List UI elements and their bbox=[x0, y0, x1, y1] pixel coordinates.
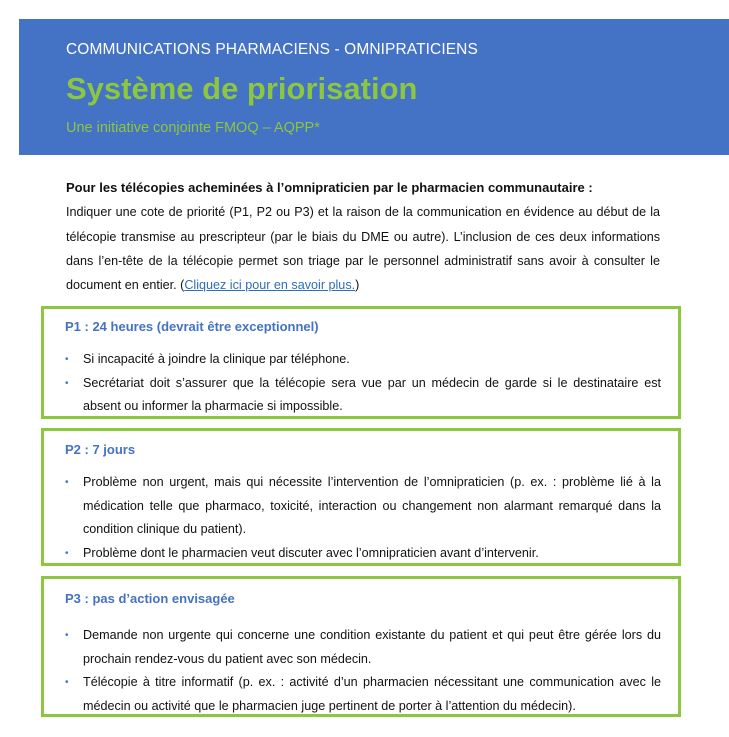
bullet-icon: • bbox=[65, 477, 69, 488]
priority-title-p1: P1 : 24 heures (devrait être exceptionnel) bbox=[65, 319, 319, 334]
page-title: Système de priorisation bbox=[66, 71, 418, 106]
intro-body-text: Indiquer une cote de priorité (P1, P2 ou P3) et la raison de la communication en évidence au début de la télécopie transmise au prescripteur (par le biais du DME ou autre). L’inclusion de ces deux informations dans l’en-tête de la télécopie permet son triage par le personnel administratif sans avoir à consulter le document en entier. ( bbox=[66, 205, 660, 293]
intro-section bbox=[66, 176, 660, 297]
list-item bbox=[65, 471, 661, 542]
priority-title-p2: P2 : 7 jours bbox=[65, 442, 136, 457]
list-item bbox=[65, 671, 661, 718]
intro-heading: Pour les télécopies acheminées à l’omnipraticien par le pharmacien communautaire : bbox=[66, 180, 593, 195]
priority-list-p3 bbox=[65, 624, 661, 718]
intro-paragraph bbox=[66, 200, 660, 297]
priority-title-p3: P3 : pas d’action envisagée bbox=[65, 591, 235, 606]
list-item-text: Problème non urgent, mais qui nécessite l’intervention de l’omnipraticien (p. ex. : problème lié à la médication telle que pharmaco, toxicité, interaction ou changement non alarmant remarqué dans la condition clinique du patient). bbox=[83, 475, 661, 536]
learn-more-link[interactable]: Cliquez ici pour en savoir plus. bbox=[184, 278, 356, 293]
list-item-text: Demande non urgente qui concerne une condition existante du patient et qui peut être gérée lors du prochain rendez-vous du patient avec son médecin. bbox=[83, 628, 661, 666]
bullet-icon: • bbox=[65, 630, 69, 641]
list-item bbox=[65, 624, 661, 671]
list-item-text: Télécopie à titre informatif (p. ex. : activité d’un pharmacien nécessitant une communication avec le médecin ou activité que le pharmacien juge pertinent de porter à l’attention du médecin). bbox=[83, 675, 661, 713]
priority-list-p2 bbox=[65, 471, 661, 565]
header-subtitle: Une initiative conjointe FMOQ – AQPP* bbox=[66, 120, 320, 136]
bullet-icon: • bbox=[65, 377, 69, 389]
list-item-text: Si incapacité à joindre la clinique par téléphone. bbox=[83, 352, 350, 366]
list-item bbox=[65, 372, 661, 419]
priority-box-p2 bbox=[41, 428, 681, 566]
priority-box-p3 bbox=[41, 576, 681, 717]
list-item-text: Problème dont le pharmacien veut discuter avec l’omnipraticien avant d’intervenir. bbox=[83, 545, 539, 560]
bullet-icon: • bbox=[65, 547, 69, 559]
bullet-icon: • bbox=[65, 677, 69, 688]
header-banner bbox=[19, 19, 729, 155]
list-item-text: Secrétariat doit s’assurer que la télécopie sera vue par un médecin de garde si le destinataire est absent ou informer la pharmacie si impossible. bbox=[83, 375, 661, 413]
priority-list-p1 bbox=[65, 348, 661, 419]
priority-box-p1 bbox=[41, 306, 681, 419]
list-item bbox=[65, 348, 661, 372]
bullet-icon: • bbox=[65, 354, 69, 365]
header-supertitle: COMMUNICATIONS PHARMACIENS - OMNIPRATICIENS bbox=[66, 41, 478, 58]
list-item bbox=[65, 542, 661, 566]
intro-closing-paren: ) bbox=[355, 278, 360, 293]
